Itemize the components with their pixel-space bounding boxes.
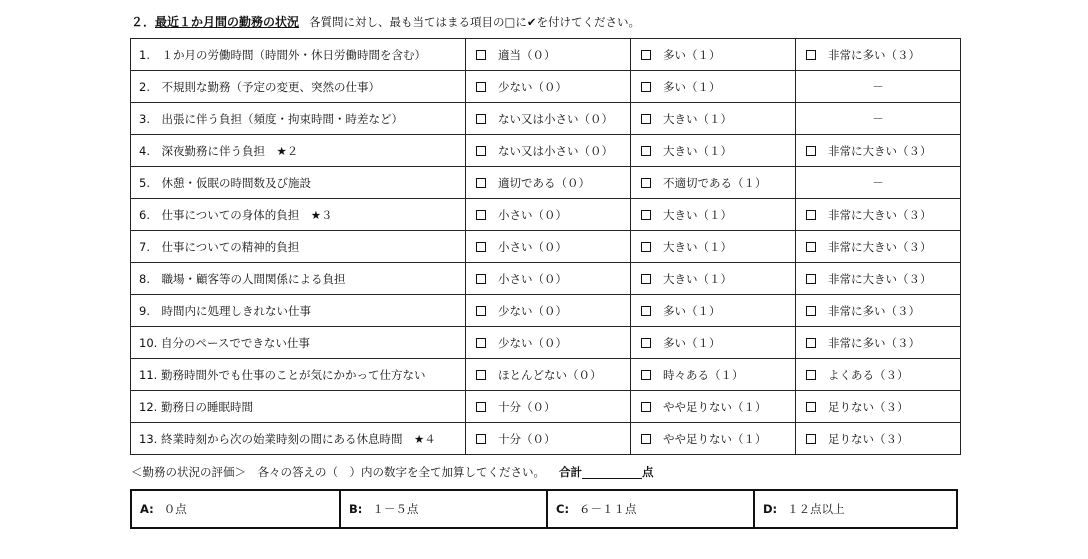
- answer-option: [466, 391, 631, 423]
- question-row: [131, 71, 961, 103]
- not-applicable-dash: －: [796, 167, 961, 199]
- question-row: [131, 39, 961, 71]
- question-text: 4. 深夜勤務に伴う負担 ★２: [131, 135, 466, 167]
- answer-label: 大きい（１）: [663, 207, 732, 222]
- answer-option: [631, 199, 796, 231]
- question-text: 1. １か月の労働時間（時間外・休日労働時間を含む）: [131, 39, 466, 71]
- question-row: [131, 167, 961, 199]
- checkbox-icon[interactable]: [476, 338, 486, 348]
- checkbox-icon[interactable]: [476, 210, 486, 220]
- answer-label: 非常に大きい（３）: [828, 239, 932, 254]
- questionnaire-table: [130, 38, 961, 455]
- checkbox-icon[interactable]: [806, 370, 816, 380]
- answer-option: [796, 327, 961, 359]
- question-text: 12. 勤務日の睡眠時間: [131, 391, 466, 423]
- answer-option: [466, 263, 631, 295]
- checkbox-icon[interactable]: [806, 306, 816, 316]
- answer-option: [631, 167, 796, 199]
- answer-option: [631, 231, 796, 263]
- checkbox-icon[interactable]: [806, 434, 816, 444]
- answer-label: よくある（３）: [828, 367, 909, 382]
- checkbox-icon[interactable]: [641, 338, 651, 348]
- score-table: [130, 489, 958, 529]
- checkbox-icon[interactable]: [806, 50, 816, 60]
- score-cell-c: [547, 490, 754, 528]
- question-text: 10. 自分のペースでできない仕事: [131, 327, 466, 359]
- checkbox-icon[interactable]: [476, 242, 486, 252]
- answer-option: [631, 263, 796, 295]
- question-row: [131, 423, 961, 455]
- section-title: 最近１か月間の勤務の状況: [155, 15, 300, 29]
- checkbox-icon[interactable]: [806, 146, 816, 156]
- answer-option: [466, 199, 631, 231]
- answer-option: [631, 39, 796, 71]
- answer-option: [466, 295, 631, 327]
- answer-label: 十分（０）: [498, 399, 556, 414]
- checkbox-icon[interactable]: [806, 210, 816, 220]
- section-heading: [131, 12, 640, 32]
- score-range: １－５点: [372, 502, 419, 516]
- question-row: [131, 327, 961, 359]
- checkbox-icon[interactable]: [476, 274, 486, 284]
- answer-label: 時々ある（１）: [663, 367, 744, 382]
- answer-label: 非常に大きい（３）: [828, 271, 932, 286]
- not-applicable-dash: －: [796, 71, 961, 103]
- evaluation-heading: ＜勤務の状況の評価＞: [131, 465, 246, 479]
- checkbox-icon[interactable]: [641, 274, 651, 284]
- answer-label: 多い（１）: [663, 79, 721, 94]
- question-row: [131, 231, 961, 263]
- checkbox-icon[interactable]: [806, 338, 816, 348]
- question-text: 6. 仕事についての身体的負担 ★３: [131, 199, 466, 231]
- answer-label: 多い（１）: [663, 335, 721, 350]
- answer-label: 足りない（３）: [828, 431, 909, 446]
- score-label: A:: [140, 502, 154, 516]
- total-label: 合計: [559, 465, 582, 479]
- points-unit: 点: [642, 465, 654, 479]
- checkbox-icon[interactable]: [476, 402, 486, 412]
- score-cell-a: [131, 490, 340, 528]
- answer-option: [796, 135, 961, 167]
- question-row: [131, 135, 961, 167]
- answer-option: [466, 327, 631, 359]
- section-number: ２．: [131, 15, 156, 29]
- not-applicable-dash: －: [796, 103, 961, 135]
- answer-label: 十分（０）: [498, 431, 556, 446]
- total-blank[interactable]: [582, 466, 642, 479]
- answer-label: やや足りない（１）: [663, 431, 767, 446]
- question-row: [131, 295, 961, 327]
- checkbox-icon[interactable]: [476, 370, 486, 380]
- question-row: [131, 263, 961, 295]
- answer-label: ない又は小さい（０）: [498, 143, 613, 158]
- score-label: C:: [556, 502, 570, 516]
- evaluation-instruction: 各々の答えの（ ）内の数字を全て加算してください。: [257, 465, 545, 479]
- question-text: 8. 職場・顧客等の人間関係による負担: [131, 263, 466, 295]
- question-row: [131, 199, 961, 231]
- answer-label: 大きい（１）: [663, 143, 732, 158]
- checkbox-icon[interactable]: [641, 370, 651, 380]
- checkbox-icon[interactable]: [806, 242, 816, 252]
- score-range: １２点以上: [787, 502, 845, 516]
- answer-option: [796, 391, 961, 423]
- checkbox-icon[interactable]: [641, 50, 651, 60]
- checkbox-icon[interactable]: [806, 274, 816, 284]
- answer-option: [631, 135, 796, 167]
- checkbox-icon[interactable]: [476, 178, 486, 188]
- answer-label: 大きい（１）: [663, 111, 732, 126]
- answer-option: [466, 135, 631, 167]
- section-instruction: 各質問に対し、最も当てはまる項目の□に✔を付けてください。: [309, 15, 641, 29]
- checkbox-icon[interactable]: [476, 50, 486, 60]
- score-label: B:: [349, 502, 363, 516]
- answer-option: [466, 71, 631, 103]
- answer-label: 非常に多い（３）: [828, 47, 920, 62]
- answer-label: 不適切である（１）: [663, 175, 767, 190]
- answer-option: [631, 71, 796, 103]
- answer-option: [796, 263, 961, 295]
- answer-label: 大きい（１）: [663, 271, 732, 286]
- checkbox-icon[interactable]: [476, 114, 486, 124]
- answer-label: 少ない（０）: [498, 335, 567, 350]
- score-range: ６－１１点: [579, 502, 637, 516]
- answer-option: [466, 167, 631, 199]
- answer-label: 大きい（１）: [663, 239, 732, 254]
- score-cell-d: [754, 490, 957, 528]
- checkbox-icon[interactable]: [641, 114, 651, 124]
- checkbox-icon[interactable]: [641, 242, 651, 252]
- checkbox-icon[interactable]: [476, 146, 486, 156]
- answer-label: ない又は小さい（０）: [498, 111, 613, 126]
- checkbox-icon[interactable]: [641, 82, 651, 92]
- evaluation-line: [131, 463, 654, 481]
- question-text: 2. 不規則な勤務（予定の変更、突然の仕事）: [131, 71, 466, 103]
- question-text: 11. 勤務時間外でも仕事のことが気にかかって仕方ない: [131, 359, 466, 391]
- question-row: [131, 103, 961, 135]
- answer-option: [796, 199, 961, 231]
- answer-option: [796, 423, 961, 455]
- checkbox-icon[interactable]: [641, 434, 651, 444]
- answer-label: 多い（１）: [663, 47, 721, 62]
- checkbox-icon[interactable]: [641, 178, 651, 188]
- answer-label: 非常に大きい（３）: [828, 143, 932, 158]
- answer-option: [631, 103, 796, 135]
- answer-option: [796, 231, 961, 263]
- answer-label: 少ない（０）: [498, 303, 567, 318]
- checkbox-icon[interactable]: [641, 402, 651, 412]
- answer-label: 適当（０）: [498, 47, 556, 62]
- checkbox-icon[interactable]: [476, 306, 486, 316]
- question-row: [131, 391, 961, 423]
- score-cell-b: [340, 490, 547, 528]
- answer-label: 適切である（０）: [498, 175, 590, 190]
- answer-option: [466, 359, 631, 391]
- answer-label: ほとんどない（０）: [498, 367, 602, 382]
- checkbox-icon[interactable]: [641, 146, 651, 156]
- checkbox-icon[interactable]: [806, 402, 816, 412]
- answer-label: 小さい（０）: [498, 271, 567, 286]
- question-text: 13. 終業時刻から次の始業時刻の間にある休息時間 ★４: [131, 423, 466, 455]
- answer-option: [631, 327, 796, 359]
- question-text: 5. 休憩・仮眠の時間数及び施設: [131, 167, 466, 199]
- answer-option: [631, 295, 796, 327]
- answer-option: [631, 359, 796, 391]
- score-row: [131, 490, 957, 528]
- answer-option: [796, 359, 961, 391]
- answer-option: [466, 103, 631, 135]
- checkbox-icon[interactable]: [641, 306, 651, 316]
- answer-label: 小さい（０）: [498, 239, 567, 254]
- answer-label: 非常に多い（３）: [828, 335, 920, 350]
- answer-label: 非常に大きい（３）: [828, 207, 932, 222]
- checkbox-icon[interactable]: [476, 82, 486, 92]
- answer-option: [631, 423, 796, 455]
- answer-label: 非常に多い（３）: [828, 303, 920, 318]
- answer-label: 多い（１）: [663, 303, 721, 318]
- score-label: D:: [763, 502, 778, 516]
- checkbox-icon[interactable]: [641, 210, 651, 220]
- answer-label: 少ない（０）: [498, 79, 567, 94]
- question-text: 3. 出張に伴う負担（頻度・拘束時間・時差など）: [131, 103, 466, 135]
- answer-option: [466, 423, 631, 455]
- checkbox-icon[interactable]: [476, 434, 486, 444]
- answer-label: 小さい（０）: [498, 207, 567, 222]
- score-range: ０点: [163, 502, 187, 516]
- answer-label: 足りない（３）: [828, 399, 909, 414]
- answer-option: [466, 231, 631, 263]
- answer-option: [631, 391, 796, 423]
- question-row: [131, 359, 961, 391]
- answer-option: [796, 39, 961, 71]
- answer-option: [466, 39, 631, 71]
- answer-option: [796, 295, 961, 327]
- question-text: 9. 時間内に処理しきれない仕事: [131, 295, 466, 327]
- question-text: 7. 仕事についての精神的負担: [131, 231, 466, 263]
- answer-label: やや足りない（１）: [663, 399, 767, 414]
